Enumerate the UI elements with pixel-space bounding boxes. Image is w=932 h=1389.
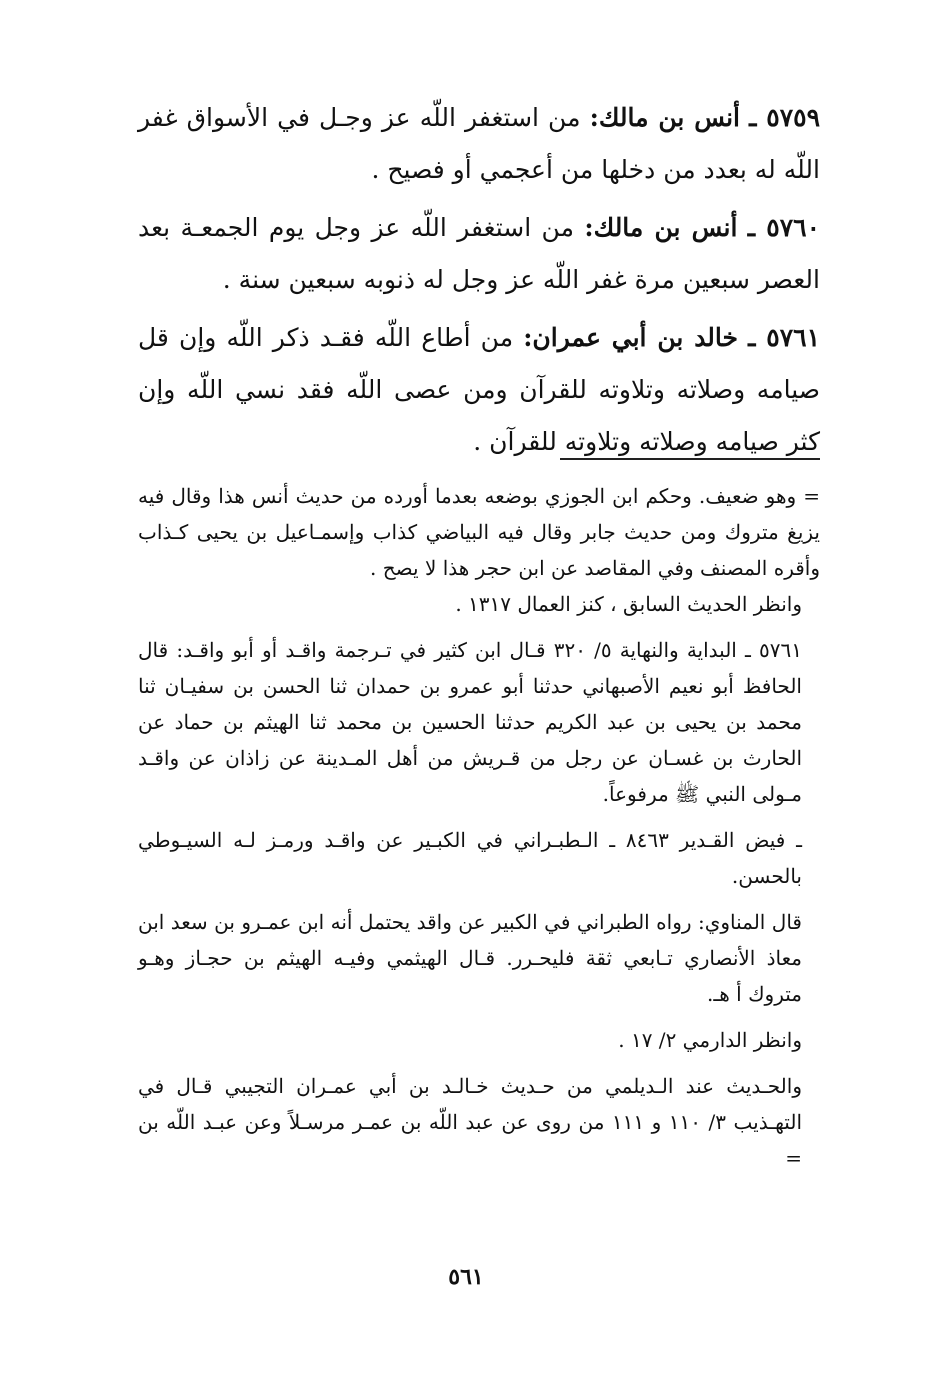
entry-number: ٥٧٦٠ ـ: [747, 213, 820, 242]
footnotes: [138, 478, 820, 1186]
entry-number: ٥٧٥٩ ـ: [749, 103, 821, 132]
main-text: [138, 92, 820, 474]
entry-narrator: أنس بن مالك:: [584, 213, 738, 242]
footnote-line: قال المناوي: رواه الطبراني في الكبير عن واقد يحتمل أنه ابن عمـرو بن سعد ابن معاذ الأنصاري تـابعي ثقة فليحـرر. قـال الهيثمي وفيـه الهيثم بن حجـاز وهـو متروك أ هـ.: [138, 910, 802, 1006]
footnote-line: وانظر الدارمي ٢/ ١٧ .: [618, 1028, 802, 1052]
footnote-line: ـ فيض القـدير ٨٤٦٣ ـ الـطبـراني في الكبـير عن واقـد ورمـز لـه السيـوطي بالحسن.: [138, 828, 802, 888]
footnote-munawi: [138, 904, 820, 1012]
footnote-dailami: [138, 1068, 820, 1176]
footnote-line: وانظر الحديث السابق ، كنز العمال ١٣١٧ .: [455, 592, 802, 616]
hadith-entry-5760: [138, 202, 820, 306]
footnote-line: = وهو ضعيف. وحكم ابن الجوزي بوضعه بعدما أورده من حديث أنس هذا وقال فيه يزيغ متروك ومن حديث جابر وقال فيه البياضي كذاب وإسمـاعيل بن يحيى كـذاب وأقره المصنف وفي المقاصد عن ابن حجر هذا لا يصح .: [138, 484, 820, 580]
entry-text: من استغفر اللّه عز وجل يوم الجمعـة بعد العصر سبعين مرة غفر اللّه عز وجل له ذنوبه سبعين سنة .: [138, 213, 820, 294]
footnote-5761: [138, 632, 820, 812]
page-number: ٥٦١: [448, 1264, 484, 1290]
entry-text: من استغفر اللّه عز وجـل في الأسواق غفر اللّه له بعدد من دخلها من أعجمي أو فصيح .: [138, 103, 820, 184]
footnote-separator: [560, 458, 820, 460]
footnote-line: والحـديث عند الـديلمي من حـديث خـالـد بن أبي عمـران التجيبي قـال في التهـذيب ٣/ ١١٠ و ١١١ من روى عن عبد اللّه بن عمـر مرسـلاً وعن عبـد اللّه بن =: [138, 1074, 802, 1170]
entry-number: ٥٧٦١ ـ: [748, 323, 821, 352]
footnote-line: ٥٧٦١ ـ البداية والنهاية ٥/ ٣٢٠ قـال ابن كثير في تـرجمة واقـد أو أبو واقـد: قال الحافظ أبو نعيم الأصبهاني حدثنا أبو عمرو بن حمدان ثنا الحسن بن سفيـان ثنا محمد بن يحيى بن عبد الكريم حدثنا الحسين بن محمد ثنا الهيثم بن حماد عن الحارث بن غسـان عن رجل من قـريش من أهل المـدينة عن زاذان عن واقـد مـولى النبي ﷺ مرفوعاً.: [138, 638, 802, 806]
hadith-entry-5761: [138, 312, 820, 468]
footnote-darimi: [138, 1022, 820, 1058]
entry-text: من أطاع اللّه فقـد ذكر اللّه وإن قل صيامه وصلاته وتلاوته للقرآن ومن عصى اللّه فقد نسي اللّه وإن كثر صيامه وصلاته وتلاوته للقرآن .: [138, 323, 820, 456]
entry-narrator: أنس بن مالك:: [589, 103, 740, 132]
entry-narrator: خالد بن أبي عمران:: [523, 323, 738, 352]
footnote-continuation: [138, 478, 820, 622]
hadith-entry-5759: [138, 92, 820, 196]
footnote-faid-alqadir: [138, 822, 820, 894]
